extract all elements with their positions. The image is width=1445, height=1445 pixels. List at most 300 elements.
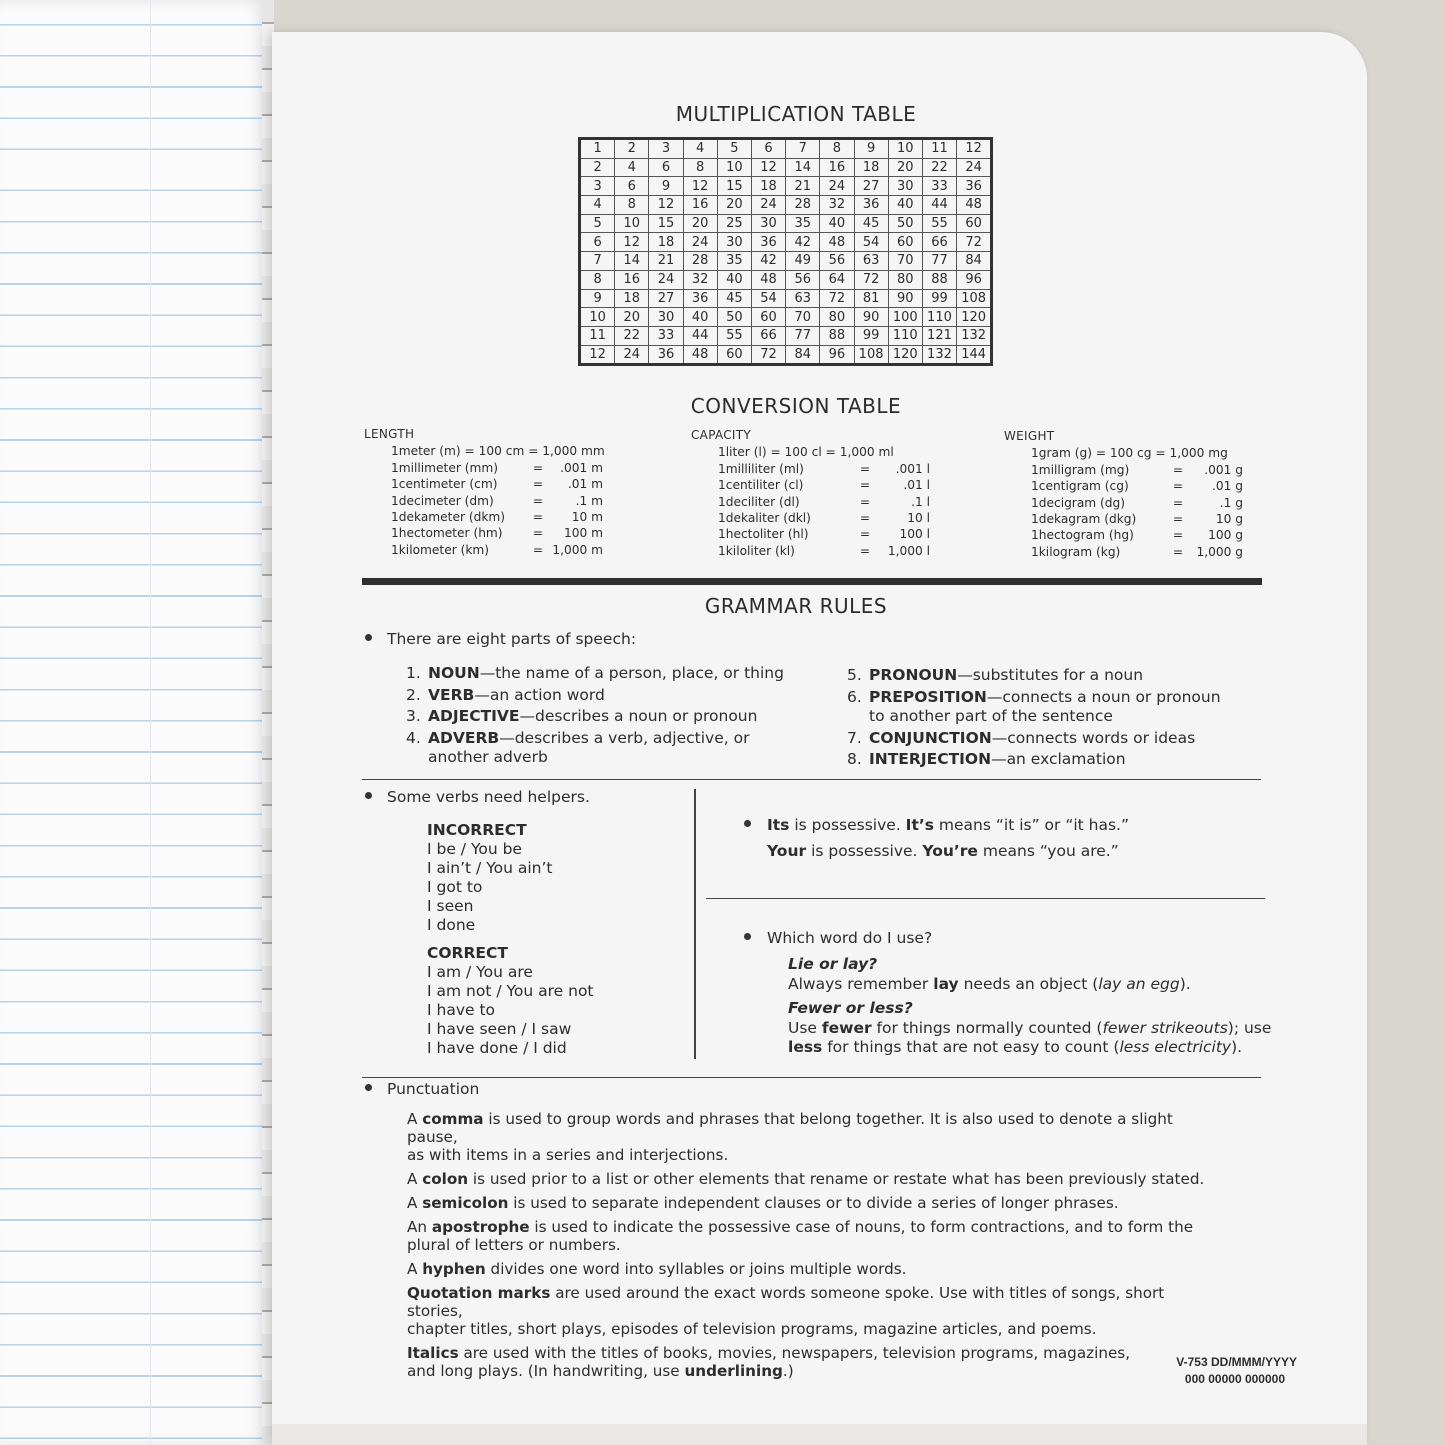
multiplication-row (580, 326, 992, 345)
unit-name: 1decigram (dg) (1031, 495, 1126, 510)
unit-value: 10 g (1215, 512, 1243, 527)
multiplication-cell: 6 (751, 139, 785, 159)
multiplication-cell: 21 (649, 252, 683, 271)
equals-sign: = (1172, 544, 1184, 559)
item-text (428, 663, 784, 685)
multiplication-cell: 8 (580, 270, 615, 289)
rule-term: hyphen (422, 1260, 486, 1278)
conversion-title: CONVERSION TABLE (690, 394, 902, 418)
unit-value: .01 g (1212, 479, 1243, 494)
multiplication-cell: 24 (683, 233, 717, 252)
multiplication-cell: 108 (854, 345, 888, 365)
equals-sign: = (859, 527, 871, 542)
unit-value: .1 l (911, 494, 930, 509)
rule-prefix: A (407, 1110, 423, 1128)
bullet (365, 792, 372, 799)
multiplication-cell: 28 (683, 252, 717, 271)
unit-value: 10 m (571, 510, 603, 525)
multiplication-cell: 40 (683, 308, 717, 327)
multiplication-cell: 120 (957, 308, 992, 327)
multiplication-cell: 56 (786, 270, 820, 289)
item-number: 8. (847, 750, 862, 768)
multiplication-cell: 25 (717, 214, 751, 233)
multiplication-cell: 72 (820, 289, 854, 308)
length-base-row: 1meter (m) = 100 cm = 1,000 mm (391, 444, 605, 459)
multiplication-cell: 8 (683, 158, 717, 177)
item-definition: —connects a noun or pronoun (986, 687, 1221, 706)
multiplication-cell: 16 (820, 158, 854, 177)
rule-term: comma (422, 1110, 484, 1128)
multiplication-cell: 70 (888, 252, 922, 271)
its-rule: Its is possessive. It’s means “it is” or “it has.” (767, 816, 1130, 834)
rule-text: divides one word into syllables or joins multiple words. (485, 1260, 907, 1278)
equals-sign: = (532, 526, 544, 541)
multiplication-cell: 30 (751, 214, 785, 233)
bullet (744, 933, 751, 940)
multiplication-cell: 35 (786, 214, 820, 233)
equals-sign: = (859, 461, 871, 476)
length-row (391, 476, 605, 492)
multiplication-cell: 36 (683, 289, 717, 308)
page-edge (272, 1424, 1367, 1445)
multiplication-cell: 36 (957, 177, 992, 196)
multiplication-cell: 48 (820, 233, 854, 252)
multiplication-row (580, 196, 992, 215)
multiplication-cell: 72 (751, 345, 785, 365)
multiplication-row (580, 308, 992, 327)
multiplication-cell: 121 (922, 326, 956, 345)
item-number: 1. (406, 664, 421, 682)
incorrect-item: I got to (427, 878, 483, 896)
multiplication-cell: 55 (922, 214, 956, 233)
punctuation-rule (407, 1218, 1207, 1254)
your-rule: Your is possessive. You’re means “you are.” (767, 842, 1119, 860)
item-number: 5. (847, 666, 862, 684)
multiplication-cell: 18 (649, 233, 683, 252)
multiplication-cell: 88 (922, 270, 956, 289)
multiplication-cell: 2 (615, 139, 649, 159)
parts-list-left (406, 663, 784, 769)
equals-sign: = (859, 511, 871, 526)
item-continuation: to another part of the sentence (869, 707, 1113, 725)
unit-name: 1kiloliter (kl) (718, 543, 795, 558)
multiplication-cell: 22 (922, 158, 956, 177)
length-heading: LENGTH (364, 427, 415, 441)
capacity-heading: CAPACITY (691, 428, 752, 442)
multiplication-cell: 28 (786, 196, 820, 215)
unit-name: 1hectogram (hg) (1031, 528, 1134, 543)
multiplication-cell: 35 (717, 252, 751, 271)
multiplication-cell: 3 (580, 177, 615, 196)
multiplication-cell: 27 (854, 177, 888, 196)
length-row (391, 509, 605, 525)
multiplication-row (580, 252, 992, 271)
item-text (869, 665, 1143, 687)
incorrect-list (427, 821, 552, 935)
punctuation-rule (407, 1344, 1207, 1380)
multiplication-cell: 100 (888, 308, 922, 327)
correct-item: I am not / You are not (427, 982, 594, 1000)
bullet (744, 820, 751, 827)
parts-intro: There are eight parts of speech: (387, 630, 637, 648)
unit-value: 1,000 g (1196, 544, 1243, 559)
multiplication-cell: 20 (888, 158, 922, 177)
multiplication-cell: 45 (717, 289, 751, 308)
unit-value: .01 l (903, 478, 930, 493)
length-column (364, 426, 605, 558)
incorrect-item: I be / You be (427, 840, 522, 858)
unit-value: 1,000 m (552, 542, 603, 557)
multiplication-cell: 42 (786, 233, 820, 252)
punctuation-rule (407, 1110, 1207, 1164)
multiplication-cell: 56 (820, 252, 854, 271)
item-definition: —describes a verb, adjective, or (499, 728, 750, 747)
punctuation-rule (407, 1284, 1207, 1338)
multiplication-cell: 40 (820, 214, 854, 233)
item-definition: —an exclamation (991, 750, 1126, 768)
weight-row (1031, 544, 1243, 560)
multiplication-cell: 6 (615, 177, 649, 196)
capacity-base-row: 1liter (l) = 100 cl = 1,000 ml (718, 445, 894, 460)
rule-emphasis: underlining (684, 1362, 783, 1380)
incorrect-item: I ain’t / You ain’t (427, 859, 553, 877)
incorrect-item: I done (427, 916, 476, 934)
multiplication-cell: 7 (580, 252, 615, 271)
multiplication-row (580, 289, 992, 308)
length-row (391, 525, 605, 541)
fewer-heading: Fewer or less? (788, 999, 913, 1017)
multiplication-cell: 9 (854, 139, 888, 159)
unit-value: .001 l (895, 461, 930, 476)
unit-value: .1 m (575, 493, 603, 508)
multiplication-cell: 45 (854, 214, 888, 233)
part-of-speech-item (406, 685, 784, 707)
multiplication-cell: 27 (649, 289, 683, 308)
multiplication-cell: 63 (786, 289, 820, 308)
correct-item: I am / You are (427, 963, 533, 981)
equals-sign: = (1172, 528, 1184, 543)
multiplication-cell: 80 (820, 308, 854, 327)
unit-value: .001 m (560, 460, 603, 475)
multiplication-cell: 24 (649, 270, 683, 289)
divider (362, 779, 1261, 780)
multiplication-cell: 10 (615, 214, 649, 233)
rule-text: are used with the titles of books, movies, newspapers, television programs, magazines, (458, 1344, 1131, 1362)
multiplication-cell: 9 (580, 289, 615, 308)
part-of-speech-item (406, 663, 784, 685)
multiplication-cell: 66 (751, 326, 785, 345)
equals-sign: = (532, 460, 544, 475)
multiplication-cell: 36 (649, 345, 683, 365)
multiplication-cell: 12 (615, 233, 649, 252)
multiplication-cell: 20 (683, 214, 717, 233)
unit-name: 1deciliter (dl) (718, 494, 800, 509)
unit-name: 1dekameter (dkm) (391, 510, 506, 525)
multiplication-cell: 15 (717, 177, 751, 196)
multiplication-cell: 20 (615, 308, 649, 327)
rule-end: .) (782, 1362, 794, 1380)
rule-text: is used to group words and phrases that belong together. It is also used to denote a slight pause, (407, 1110, 1173, 1146)
item-term: ADJECTIVE (428, 707, 520, 725)
equals-sign: = (1172, 512, 1184, 527)
rule-term: Italics (407, 1344, 459, 1362)
capacity-row (718, 526, 930, 542)
rule-continuation: plural of letters or numbers. (407, 1236, 621, 1254)
product-code (1100, 1354, 1297, 1388)
unit-value: 1,000 l (887, 543, 930, 558)
multiplication-cell: 40 (888, 196, 922, 215)
punctuation-rule (407, 1170, 1207, 1188)
multiplication-cell: 32 (820, 196, 854, 215)
multiplication-cell: 4 (615, 158, 649, 177)
multiplication-cell: 54 (751, 289, 785, 308)
multiplication-cell: 2 (580, 158, 615, 177)
helpers-intro: Some verbs need helpers. (387, 788, 590, 806)
multiplication-cell: 36 (751, 233, 785, 252)
weight-row (1031, 462, 1243, 478)
rule-prefix: A (407, 1170, 423, 1188)
unit-name: 1kilometer (km) (391, 542, 490, 557)
multiplication-cell: 8 (820, 139, 854, 159)
item-term: ADVERB (428, 728, 500, 747)
weight-row (1031, 527, 1243, 543)
item-term: PRONOUN (869, 666, 958, 684)
multiplication-cell: 54 (854, 233, 888, 252)
multiplication-cell: 110 (888, 326, 922, 345)
fewer-rule-1: Use fewer for things normally counted (fewer strikeouts); use (788, 1019, 1272, 1037)
incorrect-item: I seen (427, 897, 474, 915)
multiplication-cell: 12 (751, 158, 785, 177)
multiplication-cell: 16 (615, 270, 649, 289)
multiplication-cell: 14 (615, 252, 649, 271)
item-term: CONJUNCTION (869, 728, 992, 747)
multiplication-cell: 18 (751, 177, 785, 196)
multiplication-cell: 50 (717, 308, 751, 327)
part-of-speech-item (847, 687, 1221, 709)
multiplication-cell: 12 (957, 139, 992, 159)
capacity-row (718, 477, 930, 493)
correct-item: I have seen / I saw (427, 1020, 572, 1038)
multiplication-cell: 60 (751, 308, 785, 327)
rule-prefix: A (407, 1194, 423, 1212)
weight-heading: WEIGHT (1004, 429, 1055, 443)
unit-name: 1milligram (mg) (1031, 462, 1130, 477)
column-divider (694, 789, 696, 1059)
multiplication-cell: 11 (580, 326, 615, 345)
part-of-speech-item (847, 749, 1221, 771)
multiplication-cell: 144 (957, 345, 992, 365)
equals-sign: = (532, 477, 544, 492)
weight-base-row: 1gram (g) = 100 cg = 1,000 mg (1031, 446, 1228, 461)
capacity-row (718, 510, 930, 526)
multiplication-row (580, 233, 992, 252)
multiplication-cell: 96 (957, 270, 992, 289)
multiplication-cell: 6 (649, 158, 683, 177)
multiplication-cell: 24 (615, 345, 649, 365)
multiplication-cell: 42 (751, 252, 785, 271)
multiplication-cell: 72 (957, 233, 992, 252)
item-term: NOUN (428, 664, 480, 682)
multiplication-cell: 33 (649, 326, 683, 345)
item-term: INTERJECTION (869, 750, 992, 768)
equals-sign: = (859, 478, 871, 493)
multiplication-cell: 1 (580, 139, 615, 159)
item-definition: —the name of a person, place, or thing (479, 664, 784, 682)
multiplication-cell: 48 (683, 345, 717, 365)
section-divider (362, 578, 1262, 585)
unit-value: .1 g (1219, 495, 1243, 510)
multiplication-cell: 84 (957, 252, 992, 271)
item-definition: —an action word (474, 685, 605, 704)
multiplication-cell: 60 (957, 214, 992, 233)
multiplication-cell: 88 (820, 326, 854, 345)
multiplication-cell: 64 (820, 270, 854, 289)
rule-term: Quotation marks (407, 1284, 551, 1302)
bullet (365, 634, 372, 641)
multiplication-cell: 9 (649, 177, 683, 196)
item-term: PREPOSITION (869, 687, 987, 706)
unit-name: 1kilogram (kg) (1031, 544, 1121, 559)
fewer-rule-2: less for things that are not easy to count (less electricity). (788, 1038, 1243, 1056)
multiplication-cell: 70 (786, 308, 820, 327)
correct-item: I have done / I did (427, 1039, 567, 1057)
rule-continuation: as with items in a series and interjections. (407, 1146, 729, 1164)
multiplication-cell: 36 (854, 196, 888, 215)
equals-sign: = (859, 494, 871, 509)
item-text (428, 706, 757, 728)
equals-sign: = (532, 542, 544, 557)
part-of-speech-item (406, 728, 784, 750)
capacity-row (718, 543, 930, 559)
multiplication-cell: 90 (854, 308, 888, 327)
item-definition: —substitutes for a noun (957, 666, 1144, 684)
date-code: V-753 DD/MMM/YYYY (1176, 1355, 1297, 1369)
multiplication-cell: 50 (888, 214, 922, 233)
unit-name: 1centimeter (cm) (391, 477, 498, 492)
item-number: 6. (847, 687, 862, 706)
multiplication-cell: 48 (751, 270, 785, 289)
multiplication-cell: 5 (580, 214, 615, 233)
multiplication-cell: 72 (854, 270, 888, 289)
rule-text: is used to indicate the possessive case of nouns, to form contractions, and to form the (529, 1218, 1194, 1236)
multiplication-cell: 60 (717, 345, 751, 365)
item-number: 2. (406, 685, 421, 704)
multiplication-cell: 11 (922, 139, 956, 159)
rule-text: are used around the exact words someone spoke. Use with titles of songs, short stories, (407, 1284, 1165, 1320)
multiplication-cell: 12 (649, 196, 683, 215)
multiplication-cell: 48 (957, 196, 992, 215)
capacity-row (718, 461, 930, 477)
length-row (391, 460, 605, 476)
divider (706, 898, 1265, 899)
punctuation-intro: Punctuation (387, 1080, 480, 1098)
multiplication-row (580, 270, 992, 289)
multiplication-table (578, 137, 993, 366)
multiplication-cell: 120 (888, 345, 922, 365)
multiplication-cell: 20 (717, 196, 751, 215)
item-text (428, 728, 749, 750)
multiplication-cell: 30 (888, 177, 922, 196)
multiplication-cell: 84 (786, 345, 820, 365)
multiplication-cell: 55 (717, 326, 751, 345)
multiplication-cell: 3 (649, 139, 683, 159)
weight-column (1004, 428, 1243, 560)
rule-prefix: An (407, 1218, 432, 1236)
correct-list (427, 944, 594, 1058)
multiplication-cell: 90 (888, 289, 922, 308)
multiplication-cell: 77 (786, 326, 820, 345)
rule-continuation: chapter titles, short plays, episodes of television programs, magazine articles, and poems. (407, 1320, 1097, 1338)
multiplication-cell: 22 (615, 326, 649, 345)
unit-value: 100 m (563, 526, 603, 541)
multiplication-cell: 30 (649, 308, 683, 327)
weight-row (1031, 511, 1243, 527)
item-term: VERB (428, 685, 475, 704)
multiplication-cell: 32 (683, 270, 717, 289)
multiplication-cell: 33 (922, 177, 956, 196)
bullet (365, 1084, 372, 1091)
rule-prefix: A (407, 1260, 423, 1278)
multiplication-cell: 24 (820, 177, 854, 196)
unit-value: 100 l (899, 527, 930, 542)
length-row (391, 493, 605, 509)
punctuation-rule (407, 1194, 1207, 1212)
capacity-row (718, 494, 930, 510)
item-number: 4. (406, 728, 421, 747)
multiplication-cell: 7 (786, 139, 820, 159)
unit-name: 1milliliter (ml) (718, 461, 804, 476)
rule-text: is used prior to a list or other elements that rename or restate what has been previously stated. (468, 1170, 1205, 1188)
equals-sign: = (532, 510, 544, 525)
multiplication-cell: 99 (854, 326, 888, 345)
equals-sign: = (859, 543, 871, 558)
item-definition: —connects words or ideas (991, 728, 1196, 747)
multiplication-cell: 18 (854, 158, 888, 177)
unit-name: 1centigram (cg) (1031, 479, 1129, 494)
multiplication-cell: 4 (683, 139, 717, 159)
multiplication-cell: 16 (683, 196, 717, 215)
unit-name: 1hectometer (hm) (391, 526, 503, 541)
multiplication-cell: 80 (888, 270, 922, 289)
length-row (391, 542, 605, 558)
multiplication-cell: 4 (580, 196, 615, 215)
equals-sign: = (1172, 495, 1184, 510)
multiplication-cell: 81 (854, 289, 888, 308)
multiplication-cell: 15 (649, 214, 683, 233)
multiplication-cell: 63 (854, 252, 888, 271)
multiplication-cell: 132 (922, 345, 956, 365)
multiplication-cell: 108 (957, 289, 992, 308)
multiplication-cell: 12 (580, 345, 615, 365)
multiplication-row (580, 214, 992, 233)
margin-line (150, 0, 151, 1445)
multiplication-cell: 96 (820, 345, 854, 365)
rule-term: colon (422, 1170, 469, 1188)
part-of-speech-item (406, 706, 784, 728)
multiplication-cell: 6 (580, 233, 615, 252)
unit-name: 1millimeter (mm) (391, 460, 498, 475)
multiplication-cell: 8 (615, 196, 649, 215)
divider (362, 1077, 1261, 1078)
equals-sign: = (1172, 462, 1184, 477)
multiplication-title: MULTIPLICATION TABLE (675, 102, 917, 126)
unit-name: 1dekaliter (dkl) (718, 511, 811, 526)
item-number: 3. (406, 707, 421, 725)
rule-term: semicolon (422, 1194, 509, 1212)
capacity-column (691, 427, 930, 559)
multiplication-cell: 10 (888, 139, 922, 159)
unit-name: 1hectoliter (hl) (718, 527, 809, 542)
